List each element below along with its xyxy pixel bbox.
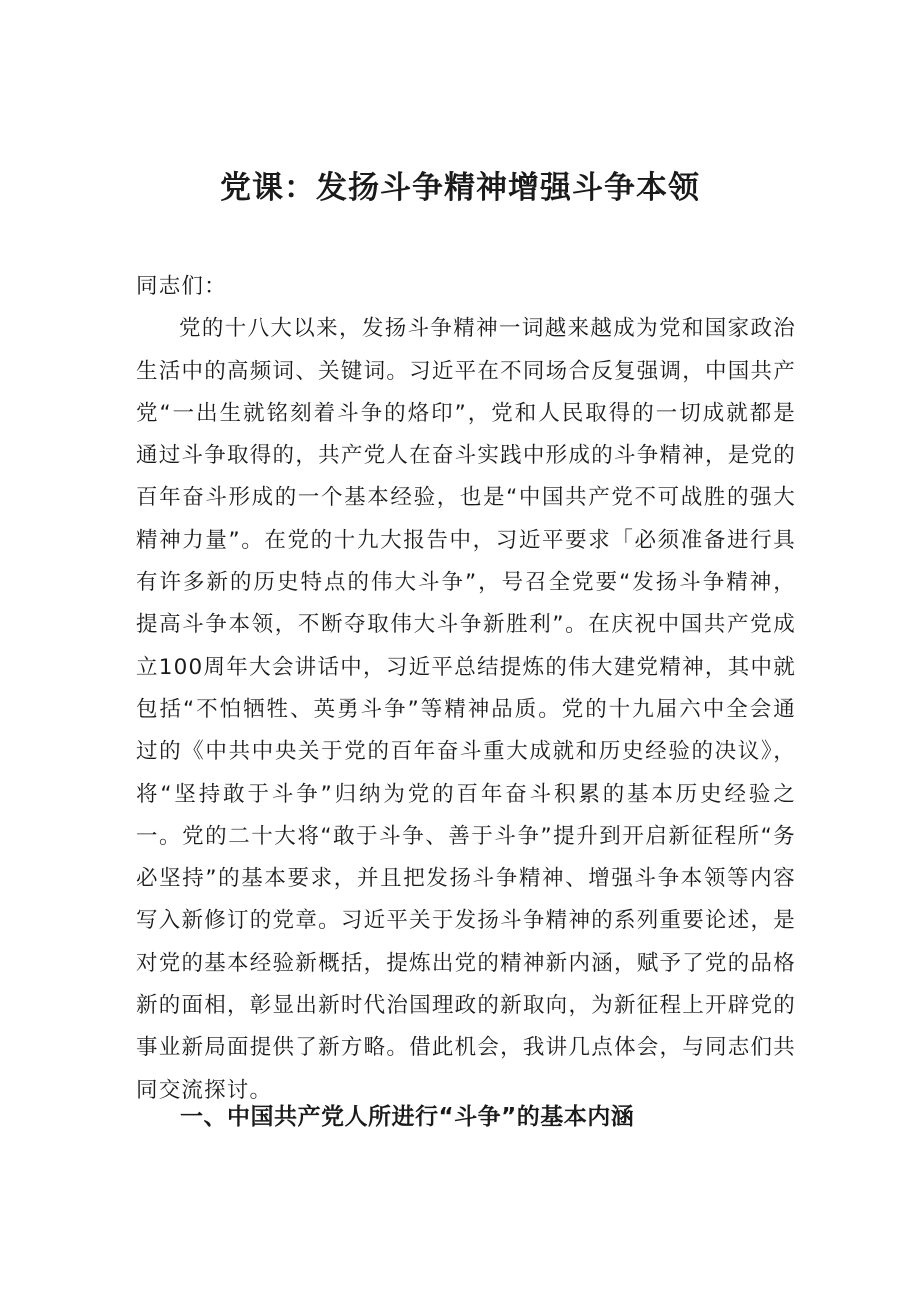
salutation: 同志们：: [136, 274, 227, 299]
section-heading: 一、中国共产党人所进行“斗争”的基本内涵: [180, 1104, 635, 1130]
paragraph: 党的十八大以来，发扬斗争精神一词越来越成为党和国家政治生活中的高频词、关键词。习近平在不同场合反复强调，中国共产党“一出生就铭刻着斗争的烙印”，党和人民取得的一切成就都是通过斗争取得的，共产党人在奋斗实践中形成的斗争精神，是党的百年奋斗形成的一个基本经验，也是“中国共产党不可战胜的强大精神力量”。在党的十九大报告中，习近平要求「必须准备进行具有许多新的历史特点的伟大斗争”，号召全党要“发扬斗争精神，提高斗争本领，不断夺取伟大斗争新胜利”。在庆祝中国共产党成立100周年大会讲话中，习近平总结提炼的伟大建党精神，其中就包括“不怕牺牲、英勇斗争”等精神品质。党的十九届六中全会通过的《中共中央关于党的百年奋斗重大成就和历史经验的决议》，将“坚持敢于斗争”归纳为党的百年奋斗积累的基本历史经验之一。党的二十大将“敢于斗争、善于斗争”提升到开启新征程所“务必坚持”的基本要求，并且把发扬斗争精神、增强斗争本领等内容写入新修订的党章。习近平关于发扬斗争精神的系列重要论述，是对党的基本经验新概括，提炼出党的精神新内涵，赋予了党的品格新的面相，彰显出新时代治国理政的新取向，为新征程上开辟党的事业新局面提供了新方略。借此机会，我讲几点体会，与同志们共同交流探讨。: [136, 316, 796, 1103]
document-title: 党课：发扬斗争精神增强斗争本领: [220, 170, 700, 206]
document-body: [136, 266, 796, 1112]
